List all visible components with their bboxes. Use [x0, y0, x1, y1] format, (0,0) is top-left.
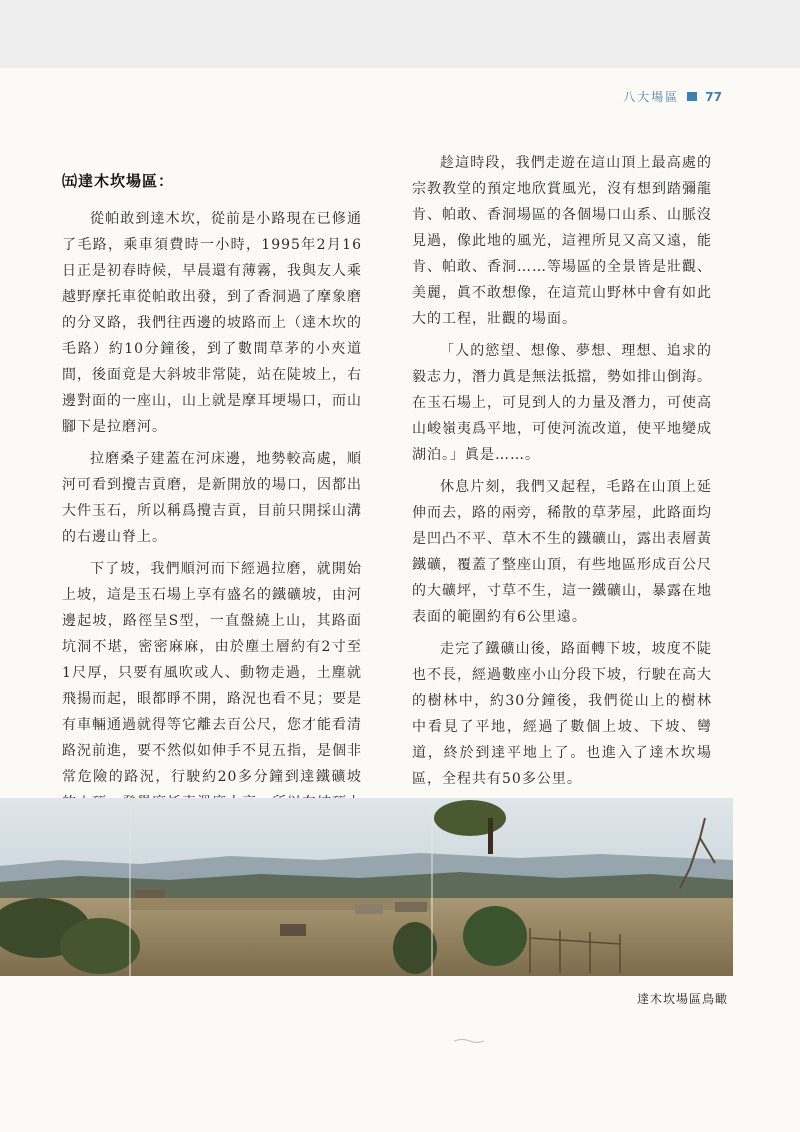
left-column	[62, 150, 362, 848]
running-header	[623, 88, 722, 105]
page-number: 77	[705, 89, 722, 104]
page-smudge	[454, 1038, 484, 1044]
top-band	[0, 0, 800, 68]
header-square-icon	[687, 92, 697, 101]
section-title: 八大場區	[623, 90, 680, 104]
photo-caption: 達木坎場區鳥瞰	[636, 992, 728, 1006]
paragraph: 「人的慾望、想像、夢想、理想、追求的毅志力，潛力眞是無法抵擋，勢如排山倒海。在玉石場上，可見到人的力量及潛力，可使高山峻嶺夷爲平地，可使河流改道，使平地變成湖泊。」眞是……。	[412, 343, 712, 463]
landscape-illustration	[0, 798, 733, 976]
paragraph: 從帕敢到達木坎，從前是小路現在已修通了毛路，乘車須費時一小時，1995年2月16日正是初春時候，早晨還有薄霧，我與友人乘越野摩托車從帕敢出發，到了香洞過了摩象磨的分叉路，我們往西邊的坡路而上（達木坎的毛路）約10分鐘後，到了數間草茅的小夾道間，後面竟是大斜坡非常陡，站在陡坡上，右邊對面的一座山，山上就是摩耳埂場口，而山腳下是拉磨河。	[62, 211, 362, 435]
right-column	[412, 150, 712, 856]
paragraph: 休息片刻，我們又起程，毛路在山頂上延伸而去，路的兩旁，稀散的草茅屋，此路面均是凹凸不平、草木不生的鐵礦山，露出表層黃鐵礦，覆蓋了整座山頂，有些地區形成百公尺的大礦坪，寸草不生，這一鐵礦山，暴露在地表面的範圍約有6公里遠。	[412, 479, 712, 625]
panorama-photo	[0, 798, 733, 976]
paragraph: 下了坡，我們順河而下經過拉磨，就開始上坡，這是玉石場上享有盛名的鐵礦坡，由河邊起坡，路徑呈S型，一直盤繞上山，其路面坑洞不堪，密密麻麻，由於塵土層約有2寸至1尺厚，只要有風吹或人、動物走過，土塵就飛揚而起，眼都睜不開，路況也看不見；要是有車輛通過就得等它離去百公尺，您才能看清路況前進，要不然似如伸手不見五指，是個非常危險的路況，行駛約20多分鐘到達鐵礦坡	[62, 561, 362, 785]
paragraph: 拉磨桑子建蓋在河床邊，地勢較高處，順河可看到攪吉貢磨，是新開放的場口，因都出大件玉石，所以稱爲攪吉貢，目前只開採山溝的右邊山脊上。	[62, 451, 362, 545]
section-heading: ㈤達木坎場區：	[62, 172, 175, 190]
paragraph: 趁這時段，我們走遊在這山頂上最高處的宗教教堂的預定地欣賞風光，沒有想到踏彌龍肯、帕敢、香洞場區的各個場口山系、山脈沒見過，像此地的風光，這裡所見又高又遠，能肯、帕敢、香洞……等場區的全景皆是壯觀、美麗，眞不敢想像，在這荒山野林中會有如此大的工程，壯觀的場面。	[412, 155, 712, 327]
paragraph: 走完了鐵礦山後，路面轉下坡，坡度不陡也不長，經過數座小山分段下坡，行駛在高大的樹林中，約30分鐘後，我們從山上的樹林中看見了平地，經過了數個上坡、下坡、彎道，終於到達平地上了。也進入了達木坎場區，全程共有50多公里。	[412, 641, 712, 787]
